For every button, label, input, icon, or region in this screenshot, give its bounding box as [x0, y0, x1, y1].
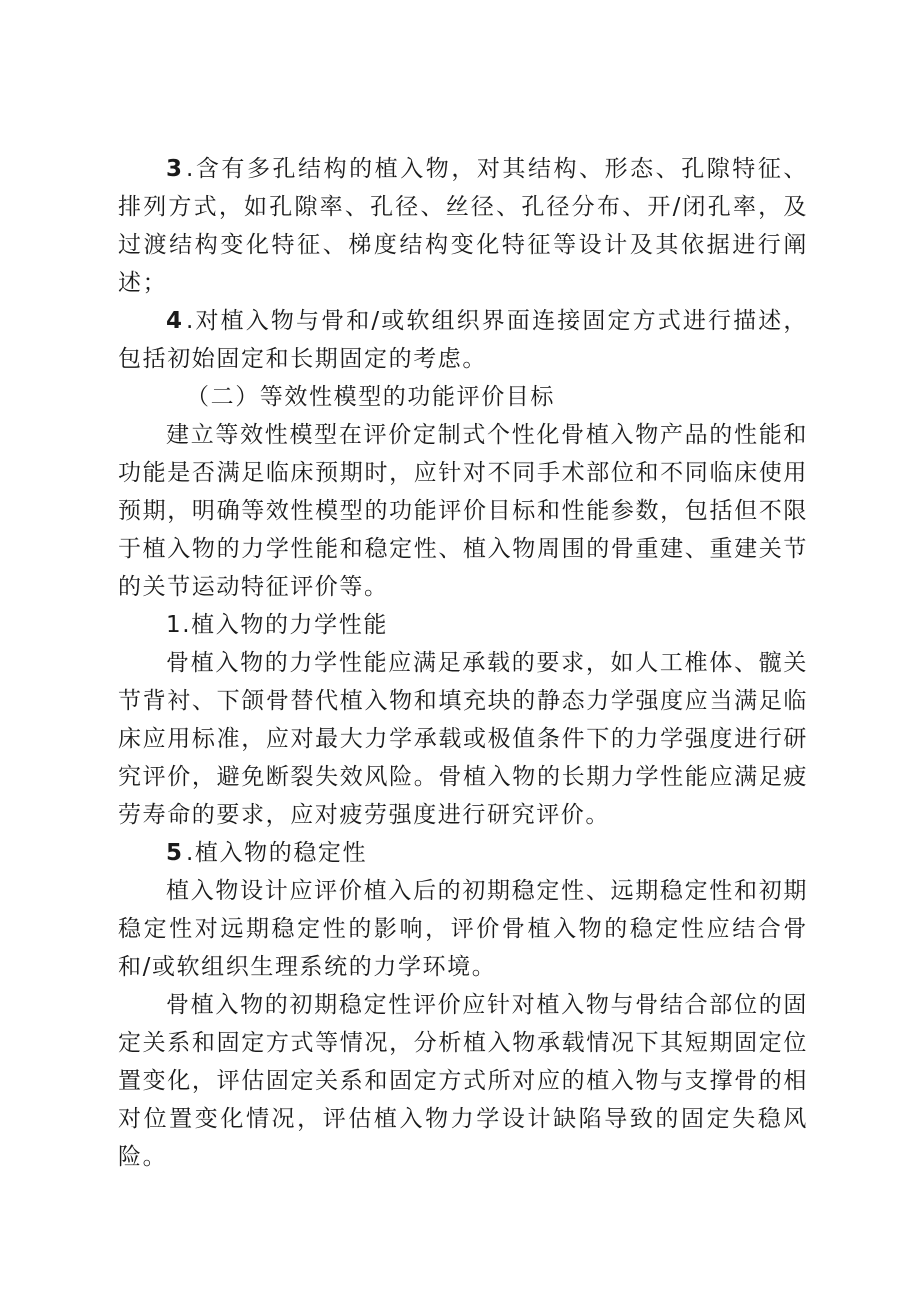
paragraph-porous-structure — [118, 150, 808, 302]
paragraph-mechanical-performance: 骨植入物的力学性能应满足承载的要求，如人工椎体、髋关节背衬、下颌骨替代植入物和填充块的静态力学强度应当满足临床应用标准，应对最大力学承载或极值条件下的力学强度进行研究评价，避免断裂失效风险。骨植入物的长期力学性能应满足疲劳寿命的要求，应对疲劳强度进行研究评价。 — [118, 650, 808, 828]
paragraph-interface-fixation — [118, 302, 808, 378]
paragraph-text: .对植入物与骨和/或软组织界面连接固定方式进行描述，包括初始固定和长期固定的考虑。 — [118, 308, 808, 372]
paragraph-stability-design: 植入物设计应评价植入后的初期稳定性、远期稳定性和初期稳定性对远期稳定性的影响，评价骨植入物的稳定性应结合骨和/或软组织生理系统的力学环境。 — [118, 878, 808, 980]
subheading-mechanical-performance: 1.植入物的力学性能 — [166, 612, 388, 638]
document-body — [118, 150, 808, 1176]
item-number: 5 — [166, 840, 187, 866]
section-heading-functional-evaluation: （二）等效性模型的功能评价目标 — [186, 384, 555, 410]
paragraph-equivalence-model: 建立等效性模型在评价定制式个性化骨植入物产品的性能和功能是否满足临床预期时，应针对不同手术部位和不同临床使用预期，明确等效性模型的功能评价目标和性能参数，包括但不限于植入物的力学性能和稳定性、植入物周围的骨重建、重建关节的关节运动特征评价等。 — [118, 422, 808, 600]
paragraph-initial-stability: 骨植入物的初期稳定性评价应针对植入物与骨结合部位的固定关系和固定方式等情况，分析植入物承载情况下其短期固定位置变化，评估固定关系和固定方式所对应的植入物与支撑骨的相对位置变化情况，评估植入物力学设计缺陷导致的固定失稳风险。 — [118, 992, 808, 1170]
subheading-text: .植入物的稳定性 — [186, 840, 368, 866]
paragraph-text: .含有多孔结构的植入物，对其结构、形态、孔隙特征、排列方式，如孔隙率、孔径、丝径、孔径分布、开/闭孔率，及过渡结构变化特征、梯度结构变化特征等设计及其依据进行阐述； — [118, 156, 808, 296]
item-number: 4 — [166, 308, 187, 334]
item-number: 3 — [166, 156, 187, 182]
subheading-stability — [118, 834, 808, 872]
